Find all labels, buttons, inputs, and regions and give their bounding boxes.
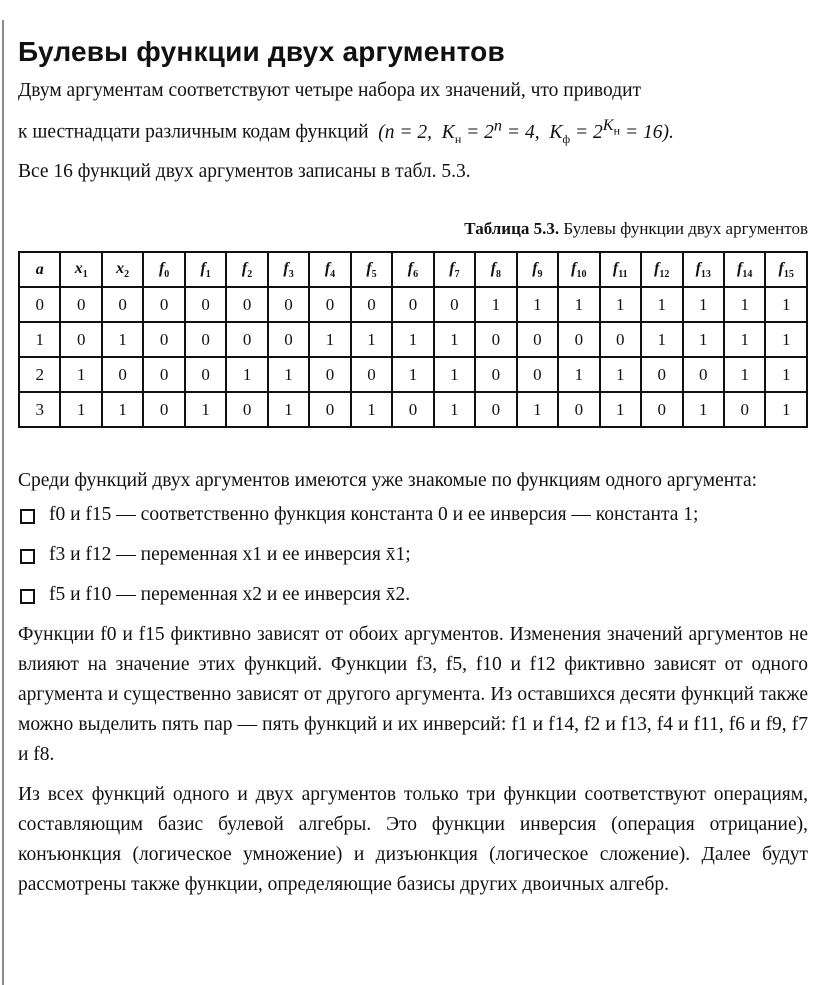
column-header-a: a: [19, 252, 60, 287]
table-caption-label: Таблица 5.3.: [464, 219, 560, 239]
table-cell: 0: [19, 287, 60, 322]
intro-line-3: Все 16 функций двух аргументов записаны в табл. 5.3.: [18, 161, 471, 183]
checkbox-bullet-icon: [20, 549, 35, 564]
table-cell: 1: [600, 287, 641, 322]
table-row: [19, 357, 807, 392]
table-cell: 1: [683, 287, 724, 322]
table-cell: 1: [517, 287, 558, 322]
table-cell: 1: [268, 357, 309, 392]
table-cell: 0: [641, 392, 682, 427]
paragraph-4: Из всех функций одного и двух аргументов только три функции соответствуют операциям, составляющим базис булевой алгебры. Это функции инверсия (операция отрицание), конъюнкция (логическое умножение) и дизъюнкция (логическое сложение). Далее будут рассмотрены также функции, определяющие базисы других двоичных алгебр.: [18, 784, 808, 896]
column-header-f12: $f_{12}$: [641, 252, 682, 287]
table-cell: 0: [600, 322, 641, 357]
table-cell: 0: [60, 322, 101, 357]
column-header-f3: $f_3$: [268, 252, 309, 287]
table-cell: 1: [102, 322, 143, 357]
section-title: Булевы функции двух аргументов: [18, 36, 505, 67]
table-cell: 0: [351, 287, 392, 322]
table-cell: 0: [517, 357, 558, 392]
table-cell: 0: [683, 357, 724, 392]
table-cell: 1: [600, 357, 641, 392]
table-cell: 1: [351, 322, 392, 357]
column-header-f0: $f_0$: [143, 252, 184, 287]
table-cell: 1: [475, 287, 516, 322]
table-row: [19, 392, 807, 427]
column-header-f8: $f_8$: [475, 252, 516, 287]
table-cell: 1: [600, 392, 641, 427]
table-body: [19, 287, 807, 427]
table-cell: 0: [309, 287, 350, 322]
table-cell: 0: [351, 357, 392, 392]
table-cell: 0: [309, 392, 350, 427]
column-header-f4: $f_4$: [309, 252, 350, 287]
table-cell: 0: [102, 287, 143, 322]
intro-line-2: [18, 108, 808, 155]
column-header-f11: $f_{11}$: [600, 252, 641, 287]
table-cell: 1: [434, 322, 475, 357]
table-cell: 1: [102, 392, 143, 427]
table-cell: 0: [143, 392, 184, 427]
table-cell: 0: [226, 322, 267, 357]
document-page: [18, 0, 808, 900]
boolean-functions-table: [18, 251, 808, 428]
column-header-f5: $f_5$: [351, 252, 392, 287]
table-cell: 1: [60, 357, 101, 392]
table-cell: 0: [309, 357, 350, 392]
table-cell: 1: [558, 287, 599, 322]
column-header-f9: $f_9$: [517, 252, 558, 287]
column-header-f13: $f_{13}$: [683, 252, 724, 287]
table-cell: 0: [558, 392, 599, 427]
bullet-text: f3 и f12 — переменная x1 и ее инверсия x̄1;: [49, 544, 411, 566]
table-cell: 1: [226, 357, 267, 392]
table-cell: 0: [517, 322, 558, 357]
table-cell: 1: [309, 322, 350, 357]
table-cell: 1: [268, 392, 309, 427]
table-row: [19, 287, 807, 322]
table-cell: 1: [392, 357, 433, 392]
table-cell: 1: [724, 287, 765, 322]
column-header-x2: $x_2$: [102, 252, 143, 287]
bullet-list: [18, 500, 808, 610]
table-cell: 0: [268, 322, 309, 357]
checkbox-bullet-icon: [20, 509, 35, 524]
table-cell: 1: [19, 322, 60, 357]
table-cell: 1: [60, 392, 101, 427]
column-header-f15: $f_{15}$: [765, 252, 807, 287]
table-cell: 1: [558, 357, 599, 392]
table-cell: 1: [765, 287, 807, 322]
bullet-item: [18, 580, 808, 610]
paragraph-3: Функции f0 и f15 фиктивно зависят от обоих аргументов. Изменения значений аргументов не влияют на значение этих функций. Функции f3, f5, f10 и f12 фиктивно зависят от одного аргумента и существенно зависят от другого аргумента. Из оставшихся десяти функций также можно выделить пять пар — пять функций и их инверсий: f1 и f14, f2 и f13, f4 и f11, f6 и f9, f7 и f8.: [18, 624, 808, 766]
table-cell: 0: [185, 287, 226, 322]
table-cell: 0: [641, 357, 682, 392]
column-header-x1: $x_1$: [60, 252, 101, 287]
page-left-rule: [2, 20, 4, 985]
table-cell: 0: [392, 287, 433, 322]
column-header-f2: $f_2$: [226, 252, 267, 287]
table-caption-text: Булевы функции двух аргументов: [563, 219, 808, 239]
column-header-f6: $f_6$: [392, 252, 433, 287]
table-cell: 0: [185, 322, 226, 357]
table-cell: 0: [268, 287, 309, 322]
column-header-f14: $f_{14}$: [724, 252, 765, 287]
table-cell: 1: [683, 392, 724, 427]
table-cell: 2: [19, 357, 60, 392]
table-cell: 1: [765, 357, 807, 392]
intro-line-2-text: к шестнадцати различным кодам функций: [18, 121, 369, 143]
checkbox-bullet-icon: [20, 589, 35, 604]
table-cell: 1: [641, 287, 682, 322]
table-cell: 0: [102, 357, 143, 392]
table-cell: 0: [724, 392, 765, 427]
table-header-row: [19, 252, 807, 287]
table-cell: 0: [392, 392, 433, 427]
paragraph-2: Среди функций двух аргументов имеются уже знакомые по функциям одного аргумента:: [18, 470, 758, 492]
table-cell: 0: [143, 357, 184, 392]
table-cell: 0: [226, 287, 267, 322]
table-cell: 0: [475, 392, 516, 427]
table-cell: 3: [19, 392, 60, 427]
table-cell: 0: [434, 287, 475, 322]
table-cell: 1: [765, 392, 807, 427]
table-cell: 0: [143, 287, 184, 322]
table-cell: 0: [226, 392, 267, 427]
intro-line-1: Двум аргументам соответствуют четыре набора их значений, что приводит: [18, 80, 642, 101]
table-cell: 1: [434, 357, 475, 392]
table-cell: 1: [724, 357, 765, 392]
table-cell: 0: [475, 357, 516, 392]
table-cell: 1: [641, 322, 682, 357]
column-header-f1: $f_1$: [185, 252, 226, 287]
table-cell: 1: [185, 392, 226, 427]
table-cell: 1: [517, 392, 558, 427]
table-cell: 1: [392, 322, 433, 357]
bullet-item: [18, 500, 808, 530]
table-cell: 0: [60, 287, 101, 322]
table-cell: 0: [558, 322, 599, 357]
table-cell: 0: [143, 322, 184, 357]
bullet-text: f0 и f15 — соответственно функция константа 0 и ее инверсия — константа 1;: [49, 504, 699, 526]
table-cell: 0: [185, 357, 226, 392]
table-cell: 1: [434, 392, 475, 427]
table-caption: [18, 219, 808, 239]
table-cell: 1: [724, 322, 765, 357]
table-cell: 1: [683, 322, 724, 357]
intro-formula: (n = 2, $K_н = 2^n = 4$, $K_ф = 2^{K_н} = 16$).: [373, 116, 674, 146]
column-header-f7: $f_7$: [434, 252, 475, 287]
column-header-f10: $f_{10}$: [558, 252, 599, 287]
bullet-text: f5 и f10 — переменная x2 и ее инверсия x̄2.: [49, 584, 411, 606]
table-row: [19, 322, 807, 357]
bullet-item: [18, 540, 808, 570]
table-cell: 1: [351, 392, 392, 427]
table-cell: 0: [475, 322, 516, 357]
table-cell: 1: [765, 322, 807, 357]
